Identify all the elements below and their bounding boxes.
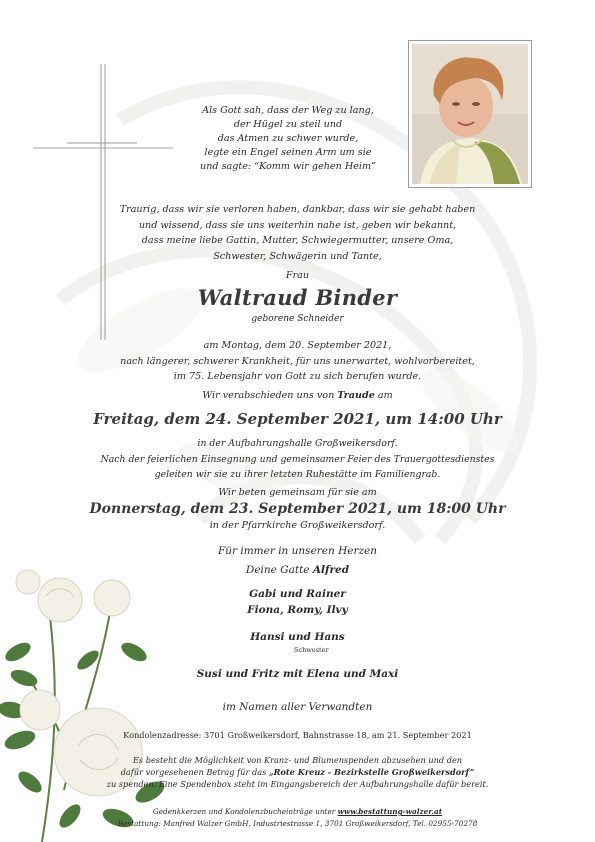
farewell-text: Wir verabschieden uns von xyxy=(202,390,338,401)
intro-line: Traurig, dass wir sie verloren haben, dankbar, dass wir sie gehabt haben xyxy=(119,204,476,215)
funeral-details-line: Nach der feierlichen Einsegnung und gemeinsamer Feier des Trauergottesdienstes xyxy=(100,453,495,465)
relatives-line: im Namen aller Verwandten xyxy=(222,701,373,713)
intro-line: Schwester, Schwägerin und Tante, xyxy=(213,250,382,262)
footer-line: Bestattung: Manfred Walzer GmbH, Industriestrasse 1, 3701 Großweikersdorf, Tel. 02955-70278 xyxy=(117,819,478,828)
intro-line: und wissend, dass sie uns weiterhin nahe ist, geben wir bekannt, xyxy=(138,219,457,231)
donation-notice xyxy=(0,754,595,790)
portrait-photo xyxy=(408,40,532,188)
condolence-address: Kondolenzadresse: 3701 Großweikersdorf, Bahnstrasse 18, am 21. September 2021 xyxy=(123,730,472,740)
poem-line: Als Gott sah, dass der Weg zu lang, xyxy=(202,105,374,116)
poem-line: der Hügel zu steil und xyxy=(233,119,343,130)
donation-text: dafür vorgesehenen Betrag für das xyxy=(120,767,269,777)
family-line: Hansi und Hans xyxy=(250,631,345,643)
funeral-details-line: geleiten wir sie zu ihrer letzten Ruhestätte im Familiengrab. xyxy=(154,469,441,480)
prayer-date: Donnerstag, dem 23. September 2021, um 18:00 Uhr xyxy=(89,501,506,517)
salutation: Frau xyxy=(285,270,310,281)
poem-line: legte ein Engel seinen Arm um sie xyxy=(204,147,372,158)
family-line: Fiona, Romy, Ilvy xyxy=(247,604,348,616)
farewell-suffix: am xyxy=(374,390,393,401)
poem-line: und sagte: “Komm wir gehen Heim” xyxy=(200,161,376,172)
poem-line: das Atmen zu schwer wurde, xyxy=(217,133,359,144)
intro-line: dass meine liebe Gattin, Mutter, Schwiegermutter, unsere Oma, xyxy=(141,235,454,246)
intro-text xyxy=(0,202,595,264)
donation-line xyxy=(0,766,595,778)
death-notice-line: nach längerer, schwerer Krankheit, für uns unerwartet, wohlvorbereitet, xyxy=(120,355,475,367)
death-notice-line: im 75. Lebensjahr von Gott zu sich berufen wurde. xyxy=(173,371,422,382)
farewell-nickname: Traude xyxy=(337,390,375,401)
footer xyxy=(0,806,595,830)
funeral-details-line: in der Aufbahrungshalle Großweikersdorf. xyxy=(197,438,398,449)
forever-line: Für immer in unseren Herzen xyxy=(217,545,378,557)
sibling-note: Schwester xyxy=(294,646,329,654)
website-link[interactable]: www.bestattung-walzer.at xyxy=(337,807,443,816)
footer-text: Gedenkkerzen und Kondolenzbucheinträge unter xyxy=(152,807,338,816)
portrait-image xyxy=(412,44,528,184)
donation-organization: „Rote Kreuz - Bezirkstelle Großweikersdorf” xyxy=(268,767,475,777)
funeral-date: Freitag, dem 24. September 2021, um 14:00 Uhr xyxy=(93,410,502,428)
family-line: Gabi und Rainer xyxy=(249,588,346,600)
deceased-name: Waltraud Binder xyxy=(197,285,398,310)
poem xyxy=(160,104,416,174)
spouse-name: Alfred xyxy=(312,564,350,576)
spouse-label: Deine Gatte xyxy=(245,564,313,576)
death-notice xyxy=(0,338,595,385)
prayer-place: in der Pfarrkirche Großweikersdorf. xyxy=(209,520,386,531)
footer-line xyxy=(0,806,595,818)
donation-line: Es besteht die Möglichkeit von Kranz- und Blumenspenden abzusehen und den xyxy=(132,755,463,765)
farewell-line xyxy=(0,390,595,401)
death-notice-line: am Montag, dem 20. September 2021, xyxy=(203,340,392,351)
donation-line: zu spenden. Eine Spendenbox steht im Eingangsbereich der Aufbahrungshalle dafür bereit. xyxy=(106,779,489,789)
spouse-line xyxy=(0,564,595,576)
funeral-details xyxy=(0,436,595,483)
family-line: Susi und Fritz mit Elena und Maxi xyxy=(196,668,399,680)
prayer-intro: Wir beten gemeinsam für sie am xyxy=(218,487,377,498)
birth-name: geborene Schneider xyxy=(251,314,344,324)
